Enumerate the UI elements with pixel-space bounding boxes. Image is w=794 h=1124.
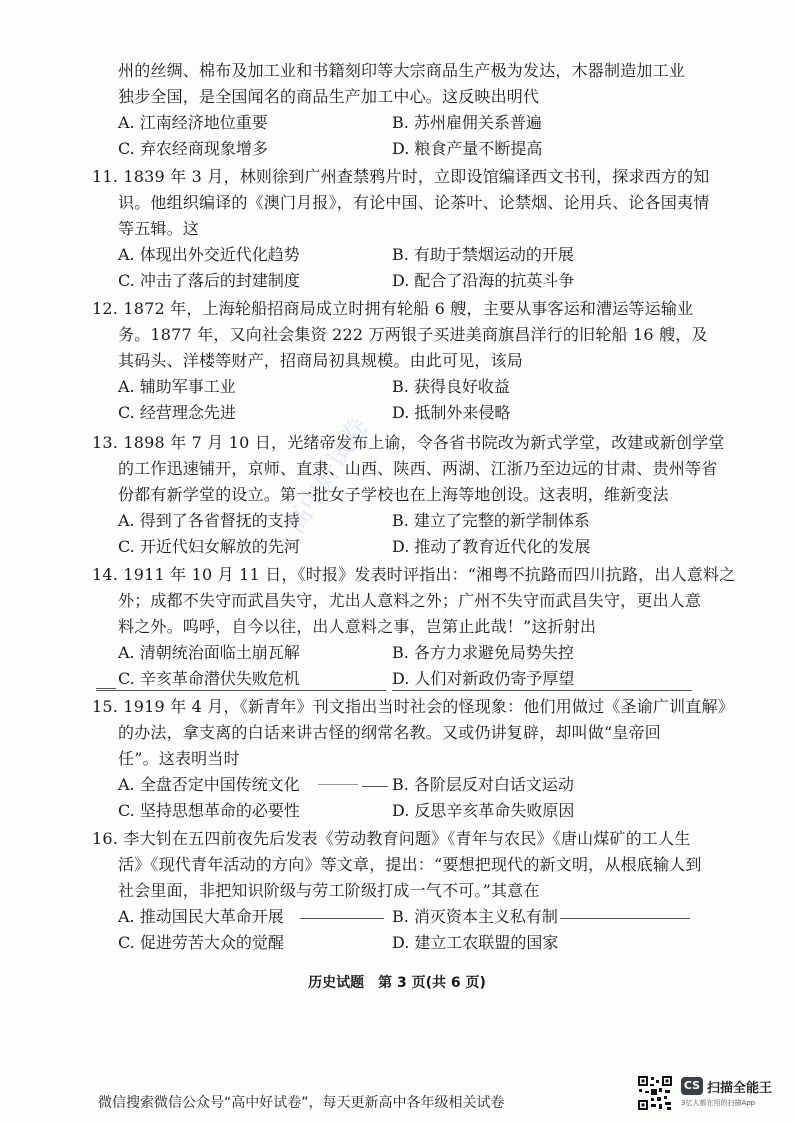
intro-option-a: A. 江南经济地位重要 (118, 113, 268, 132)
q14-option-c: C. 辛亥革命潜伏失败危机 (118, 669, 300, 688)
qr-code-icon (637, 1075, 673, 1111)
camscanner-name: 扫描全能王 (707, 1081, 773, 1096)
intro-option-b: B. 苏州雇佣关系普遍 (392, 113, 542, 132)
page-footer: 历史试题 第 3 页(共 6 页) (308, 975, 486, 991)
q12-option-d: D. 抵制外来侵略 (392, 403, 511, 422)
q13-option-b: B. 建立了完整的新学制体系 (392, 511, 590, 530)
q16-option-a: A. 推动国民大革命开展 (118, 907, 284, 926)
scan-line-mark (318, 784, 358, 785)
q15-option-d: D. 反思辛亥革命失败原因 (392, 801, 575, 820)
scan-line-mark (362, 786, 388, 787)
intro-line-2: 独步全国，是全国闻名的商品生产加工中心。这反映出明代 (118, 87, 540, 106)
q13-line-3: 份都有新学堂的设立。第一批女子学校也在上海等地创设。这表明，维新变法 (118, 485, 669, 504)
bottom-note: 微信搜索微信公众号“高中好试卷”，每天更新高中各年级相关试卷 (98, 1095, 505, 1111)
q15-option-c: C. 坚持思想革命的必要性 (118, 801, 300, 820)
intro-option-d: D. 粮食产量不断提高 (392, 139, 543, 158)
q13-option-a: A. 得到了各省督抚的支持 (118, 511, 300, 530)
scan-line-mark (300, 918, 384, 919)
q14-option-b: B. 各方力求避免局势失控 (392, 643, 574, 662)
q16-option-c: C. 促进劳苦大众的觉醒 (118, 933, 284, 952)
q16-line-1: 16. 李大钊在五四前夜先后发表《劳动教育问题》《青年与农民》《唐山煤矿的工人生 (92, 829, 691, 848)
q11-option-d: D. 配合了沿海的抗英斗争 (392, 271, 575, 290)
q14-line-1: 14. 1911 年 10 月 11 日，《时报》发表时评指出：“湘粤不抗路而四川抗路，出人意料之 (92, 565, 736, 584)
camscanner-logo: CS (681, 1077, 703, 1095)
q16-option-d: D. 建立工农联盟的国家 (392, 933, 559, 952)
q11-line-1: 11. 1839 年 3 月，林则徐到广州查禁鸦片时，立即设馆编译西文书刊，探求西方的知 (92, 167, 710, 186)
q13-line-2: 的工作迅速铺开，京师、直隶、山西、陕西、两湖、江浙乃至边远的甘肃、贵州等省 (118, 459, 718, 478)
q12-line-1: 12. 1872 年，上海轮船招商局成立时拥有轮船 6 艘，主要从事客运和漕运等运输业 (92, 299, 694, 318)
q15-option-b: B. 各阶层反对白话文运动 (392, 775, 574, 794)
q12-line-2: 务。1877 年，又向社会集资 222 万两银子买进美商旗昌洋行的旧轮船 16 艘，及 (118, 325, 708, 344)
scan-line-mark (392, 690, 692, 691)
q12-option-c: C. 经营理念先进 (118, 403, 236, 422)
q15-line-2: 的办法，拿支离的白话来讲古怪的纲常名教。又或仍讲复辟，却叫做“皇帝回 (118, 723, 661, 742)
q15-option-a: A. 全盘否定中国传统文化 (118, 775, 300, 794)
q13-option-d: D. 推动了教育近代化的发展 (392, 537, 591, 556)
q12-line-3: 其码头、洋楼等财产，招商局初具规模。由此可见，该局 (118, 351, 524, 370)
q16-option-b: B. 消灭资本主义私有制 (392, 907, 558, 926)
q11-option-a: A. 体现出外交近代化趋势 (118, 245, 300, 264)
camscanner-tagline: 3亿人都在用的扫描App (681, 1099, 756, 1107)
q11-option-c: C. 冲击了落后的封建制度 (118, 271, 300, 290)
q15-line-1: 15. 1919 年 4 月，《新青年》刊文指出当时社会的怪现象：他们用做过《圣谕广训直解》 (92, 697, 734, 716)
q14-line-3: 料之外。呜呼，自今以往，出人意料之事，岂第止此哉！”这折射出 (118, 617, 597, 636)
scan-line-mark (96, 690, 386, 691)
intro-option-c: C. 弃农经商现象增多 (118, 139, 268, 158)
q11-line-3: 等五辑。这 (118, 219, 200, 238)
q16-line-3: 社会里面，非把知识阶级与劳工阶级打成一气不可。”其意在 (118, 881, 540, 900)
q12-option-a: A. 辅助军事工业 (118, 377, 236, 396)
q14-option-a: A. 清朝统治面临土崩瓦解 (118, 643, 300, 662)
q11-line-2: 识。他组织编译的《澳门月报》，有论中国、论茶叶、论禁烟、论用兵、论各国夷情 (118, 193, 710, 212)
q15-line-3: 任”。这表明当时 (118, 749, 240, 768)
intro-line-1: 州的丝绸、棉布及加工业和书籍刻印等大宗商品生产极为发达，木器制造加工业 (118, 61, 686, 80)
q12-option-b: B. 获得良好收益 (392, 377, 510, 396)
q11-option-b: B. 有助于禁烟运动的开展 (392, 245, 574, 264)
watermark-text: 高中好试卷 (280, 412, 375, 540)
q13-option-c: C. 开近代妇女解放的先河 (118, 537, 300, 556)
q14-line-2: 外；成都不失守而武昌失守，尤出人意料之外；广州不失守而武昌失守，更出人意 (118, 591, 702, 610)
q14-option-d: D. 人们对新政仍寄予厚望 (392, 669, 575, 688)
scan-line-mark (560, 918, 690, 919)
scan-line-mark (96, 688, 116, 689)
q13-line-1: 13. 1898 年 7 月 10 日，光绪帝发布上谕，令各省书院改为新式学堂，改建或新创学堂 (92, 433, 725, 452)
q16-line-2: 活》《现代青年活动的方向》等文章，提出：“要想把现代的新文明，从根底输人到 (118, 855, 702, 874)
